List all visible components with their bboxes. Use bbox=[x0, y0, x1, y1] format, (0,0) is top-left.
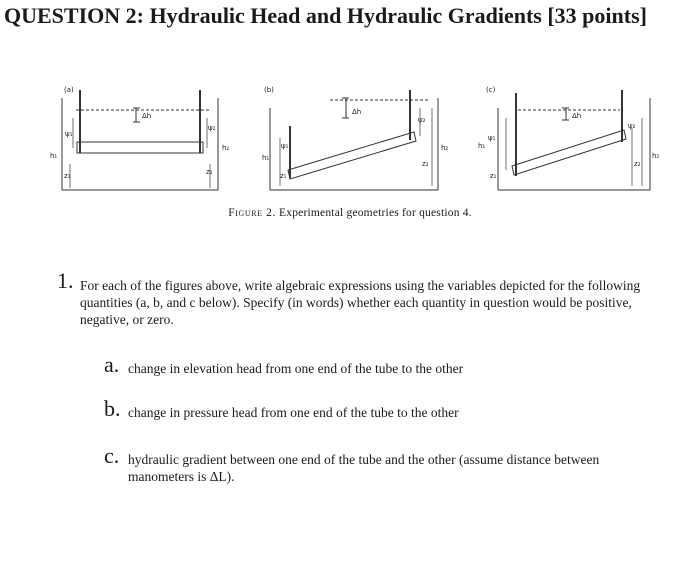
item-c-text: hydraulic gradient between one end of the tube and the other (assume distance between manometers is ΔL). bbox=[128, 452, 600, 484]
panel-b bbox=[270, 90, 438, 190]
item-b-letter: b. bbox=[104, 396, 121, 421]
panel-b-psi1: ψ₁ bbox=[281, 142, 289, 150]
figure-caption-text: Experimental geometries for question 4. bbox=[279, 207, 472, 219]
panel-c-psi2: ψ₂ bbox=[628, 122, 636, 130]
item-c-letter: c. bbox=[104, 443, 120, 468]
panel-b-h1: h₁ bbox=[262, 154, 270, 162]
figure-caption bbox=[0, 207, 700, 219]
panel-b-h2: h₂ bbox=[441, 144, 449, 152]
panel-a-label: (a) bbox=[64, 86, 74, 94]
panel-a bbox=[62, 90, 218, 190]
item-b-text: change in pressure head from one end of the tube to the other bbox=[128, 405, 459, 420]
panel-c-delta-h: Δh bbox=[572, 112, 582, 120]
panel-a-z1: z₁ bbox=[64, 172, 71, 180]
item-a-text: change in elevation head from one end of the tube to the other bbox=[128, 361, 464, 376]
panel-a-psi2: ψ₂ bbox=[208, 124, 216, 132]
panel-a-h2: h₂ bbox=[222, 144, 230, 152]
panel-c-z1: z₁ bbox=[490, 172, 497, 180]
panel-a-psi1: ψ₁ bbox=[65, 130, 73, 138]
panel-a-delta-h: Δh bbox=[142, 112, 152, 120]
panel-a-h1: h₁ bbox=[50, 152, 58, 160]
panel-c bbox=[498, 90, 650, 190]
panel-c-label: (c) bbox=[486, 86, 496, 94]
panel-c-h2: h₂ bbox=[652, 152, 660, 160]
panel-b-label: (b) bbox=[264, 86, 274, 94]
panel-c-psi1: ψ₁ bbox=[488, 134, 496, 142]
page-title: QUESTION 2: Hydraulic Head and Hydraulic Gradients [33 points] bbox=[4, 3, 647, 28]
figure-caption-label: Figure 2. bbox=[228, 207, 276, 219]
panel-b-psi2: ψ₂ bbox=[418, 116, 426, 124]
question-number: 1. bbox=[57, 268, 74, 293]
panel-c-h1: h₁ bbox=[478, 142, 486, 150]
question-text: For each of the figures above, write algebraic expressions using the variables depicted for the following quantities (a, b, and c below). Specify (in words) whether each quantity in question would be positive, negative, or zero. bbox=[80, 278, 641, 327]
panel-b-delta-h: Δh bbox=[352, 108, 362, 116]
panel-b-z2: z₂ bbox=[422, 160, 429, 168]
panel-c-z2: z₂ bbox=[634, 160, 641, 168]
panel-b-z1: z₁ bbox=[280, 172, 287, 180]
item-a-letter: a. bbox=[104, 352, 120, 377]
experimental-geometries-figure bbox=[0, 78, 700, 198]
panel-a-z2: z₂ bbox=[206, 168, 213, 176]
